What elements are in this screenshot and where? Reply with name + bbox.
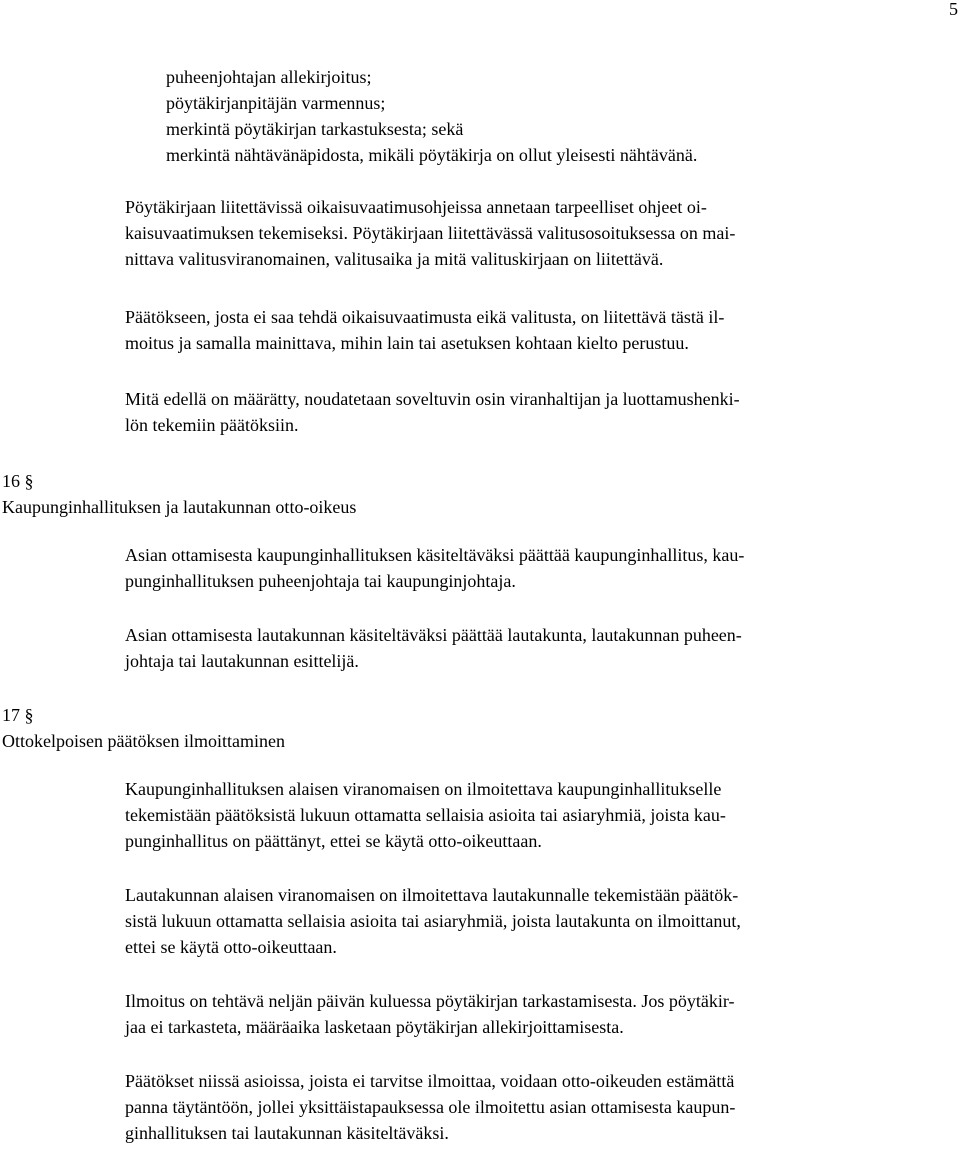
- paragraph-line: Päätökset niissä asioissa, joista ei tarvitse ilmoittaa, voidaan otto-oikeuden estämättä: [125, 1071, 735, 1091]
- paragraph-section17-deadline: [125, 988, 895, 1040]
- paragraph-line: punginhallituksen puheenjohtaja tai kaupunginjohtaja.: [125, 571, 516, 591]
- section-16-title: Kaupunginhallituksen ja lautakunnan otto-oikeus: [2, 497, 357, 517]
- section-17-number: 17 §: [2, 705, 34, 725]
- paragraph-line: Pöytäkirjaan liitettävissä oikaisuvaatimusohjeissa annetaan tarpeelliset ohjeet oi-: [125, 197, 707, 217]
- paragraph-section17-board: [125, 776, 895, 854]
- paragraph-appeal-instructions: [125, 194, 895, 272]
- paragraph-line: punginhallitus on päättänyt, ettei se käytä otto-oikeuttaan.: [125, 831, 542, 851]
- paragraph-line: ginhallituksen tai lautakunnan käsiteltäväksi.: [125, 1123, 449, 1143]
- list-item: puheenjohtajan allekirjoitus;: [166, 67, 372, 87]
- paragraph-section17-committee: [125, 882, 895, 960]
- paragraph-line: ettei se käytä otto-oikeuttaan.: [125, 937, 337, 957]
- paragraph-line: Asian ottamisesta kaupunginhallituksen käsiteltäväksi päättää kaupunginhallitus, kau-: [125, 545, 745, 565]
- list-item: merkintä pöytäkirjan tarkastuksesta; sekä: [166, 119, 464, 139]
- paragraph-line: panna täytäntöön, jollei yksittäistapauksessa ole ilmoitettu asian ottamisesta kaupun-: [125, 1097, 736, 1117]
- intro-list: [166, 64, 956, 168]
- section-16-number: 16 §: [2, 471, 34, 491]
- paragraph-line: nittava valitusviranomainen, valitusaika ja mitä valituskirjaan on liitettävä.: [125, 249, 664, 269]
- paragraph-line: tekemistään päätöksistä lukuun ottamatta sellaisia asioita tai asiaryhmiä, joista kau-: [125, 805, 726, 825]
- section-17-title: Ottokelpoisen päätöksen ilmoittaminen: [2, 731, 285, 751]
- page-number: 5: [949, 0, 958, 19]
- paragraph-line: jaa ei tarkasteta, määräaika lasketaan pöytäkirjan allekirjoittamisesta.: [125, 1017, 624, 1037]
- paragraph-line: Kaupunginhallituksen alaisen viranomaisen on ilmoitettava kaupunginhallitukselle: [125, 779, 722, 799]
- paragraph-line: Päätökseen, josta ei saa tehdä oikaisuvaatimusta eikä valitusta, on liitettävä tästä il-: [125, 307, 725, 327]
- paragraph-line: Ilmoitus on tehtävä neljän päivän kuluessa pöytäkirjan tarkastamisesta. Jos pöytäkir-: [125, 991, 735, 1011]
- paragraph-section16-committee: [125, 622, 895, 674]
- list-item: pöytäkirjanpitäjän varmennus;: [166, 93, 386, 113]
- paragraph-line: lön tekemiin päätöksiin.: [125, 415, 299, 435]
- paragraph-line: johtaja tai lautakunnan esittelijä.: [125, 651, 359, 671]
- paragraph-line: Mitä edellä on määrätty, noudatetaan soveltuvin osin viranhaltijan ja luottamushenki-: [125, 389, 740, 409]
- paragraph-line: kaisuvaatimuksen tekemiseksi. Pöytäkirjaan liitettävässä valitusosoituksessa on mai-: [125, 223, 736, 243]
- paragraph-line: sistä lukuun ottamatta sellaisia asioita tai asiaryhmiä, joista lautakunta on ilmoittanut,: [125, 911, 741, 931]
- paragraph-section17-enforcement: [125, 1068, 895, 1146]
- paragraph-no-appeal-notice: [125, 304, 895, 356]
- paragraph-line: moitus ja samalla mainittava, mihin lain tai asetuksen kohtaan kielto perustuu.: [125, 333, 689, 353]
- paragraph-line: Lautakunnan alaisen viranomaisen on ilmoitettava lautakunnalle tekemistään päätök-: [125, 885, 739, 905]
- list-item: merkintä nähtävänäpidosta, mikäli pöytäkirja on ollut yleisesti nähtävänä.: [166, 145, 698, 165]
- paragraph-officials-decisions: [125, 386, 895, 438]
- paragraph-line: Asian ottamisesta lautakunnan käsiteltäväksi päättää lautakunta, lautakunnan puheen-: [125, 625, 742, 645]
- paragraph-section16-board: [125, 542, 895, 594]
